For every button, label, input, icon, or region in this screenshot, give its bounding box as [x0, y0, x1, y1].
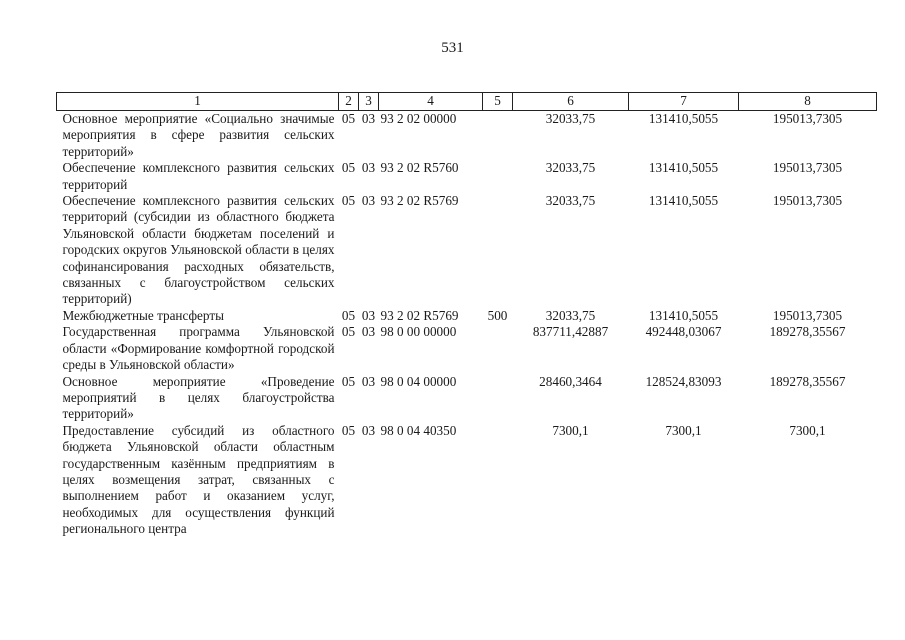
row-subsection-cell: 03 — [361, 324, 376, 340]
row-value-col8-cell: 189278,35567 — [769, 324, 846, 340]
row-value-col7-cell: 131410,5055 — [648, 160, 719, 176]
row-target-article-cell: 93 2 02 00000 — [380, 111, 457, 126]
header-col-5: 5 — [483, 93, 513, 111]
row-value-col8-cell: 7300,1 — [789, 422, 826, 438]
row-target-article-cell: 98 0 04 00000 — [380, 373, 457, 389]
row-value-col7-cell: 492448,03067 — [645, 324, 722, 340]
table-row — [57, 423, 877, 538]
row-section-cell: 05 — [341, 193, 356, 209]
page-number: 531 — [441, 40, 464, 56]
table-row — [57, 111, 877, 161]
row-name-cell: Обеспечение комплексного развития сельских территорий (субсидии из областного бюджета Ульяновской области бюджетам поселений и городских округов Ульяновской области в целях софинансирования расходных обязательств, связанных с благоустройством сельских территорий) — [62, 193, 335, 307]
header-col-6: 6 — [513, 93, 629, 111]
row-value-col7-cell: 128524,83093 — [645, 373, 722, 389]
row-subsection-cell: 03 — [361, 373, 376, 389]
header-col-7: 7 — [629, 93, 739, 111]
row-value-col8-cell: 189278,35567 — [769, 373, 846, 389]
row-value-col8-cell: 195013,7305 — [772, 307, 843, 323]
header-col-1: 1 — [57, 93, 339, 111]
table-row — [57, 374, 877, 423]
row-subsection-cell: 03 — [361, 160, 376, 176]
row-target-article-cell: 93 2 02 R5769 — [380, 193, 459, 209]
row-subsection-cell: 03 — [361, 193, 376, 209]
row-value-col7-cell: 7300,1 — [665, 422, 702, 438]
row-name-cell: Предоставление субсидий из областного бюджета Ульяновской области областным государственным казённым предприятиям в целях возмещения затрат, связанных с выполнением работ и оказанием услуг, необходимых для осуществления функций регионального центра — [62, 422, 335, 537]
row-section-cell: 05 — [341, 373, 356, 389]
budget-table — [56, 92, 877, 538]
row-expense-type-cell — [483, 193, 513, 308]
row-subsection-cell: 03 — [361, 307, 376, 323]
row-target-article-cell: 98 0 00 00000 — [380, 324, 457, 340]
row-section-cell: 05 — [341, 160, 356, 176]
table-row — [57, 160, 877, 193]
row-value-col6-cell: 32033,75 — [545, 160, 596, 176]
row-section-cell: 05 — [341, 324, 356, 340]
row-name-cell: Государственная программа Ульяновской области «Формирование комфортной городской среды в Ульяновской области» — [62, 324, 335, 373]
header-col-4: 4 — [379, 93, 483, 111]
row-value-col7-cell: 131410,5055 — [648, 193, 719, 209]
row-value-col6-cell: 32033,75 — [545, 193, 596, 209]
table-row — [57, 324, 877, 373]
row-section-cell: 05 — [341, 307, 356, 323]
row-expense-type-cell — [483, 374, 513, 423]
row-expense-type-cell — [483, 423, 513, 538]
row-name-cell: Основное мероприятие «Проведение мероприятий в целях благоустройства территорий» — [62, 373, 335, 422]
row-name-cell: Основное мероприятие «Социально значимые мероприятия в сфере развития сельских территорий» — [62, 111, 335, 159]
row-name-cell: Обеспечение комплексного развития сельских территорий — [62, 160, 335, 192]
row-subsection-cell: 03 — [361, 422, 376, 438]
row-name-cell: Межбюджетные трансферты — [62, 307, 224, 323]
header-col-8: 8 — [739, 93, 877, 111]
row-value-col8-cell: 195013,7305 — [772, 111, 843, 126]
row-value-col6-cell: 32033,75 — [545, 307, 596, 323]
row-value-col8-cell: 195013,7305 — [772, 193, 843, 209]
table-row — [57, 308, 877, 324]
row-value-col6-cell: 7300,1 — [552, 422, 589, 438]
row-value-col6-cell: 28460,3464 — [539, 373, 602, 389]
row-section-cell: 05 — [341, 422, 356, 438]
header-col-2: 2 — [339, 93, 359, 111]
row-expense-type-cell — [483, 111, 513, 161]
row-target-article-cell: 93 2 02 R5760 — [380, 160, 459, 176]
row-value-col7-cell: 131410,5055 — [648, 307, 719, 323]
row-expense-type-cell: 500 — [487, 307, 508, 323]
row-value-col7-cell: 131410,5055 — [648, 111, 719, 126]
table-header-row — [57, 93, 877, 111]
row-subsection-cell: 03 — [361, 111, 376, 126]
row-value-col6-cell: 32033,75 — [545, 111, 596, 126]
row-expense-type-cell — [483, 160, 513, 193]
table-row — [57, 193, 877, 308]
row-section-cell: 05 — [341, 111, 356, 126]
row-target-article-cell: 93 2 02 R5769 — [380, 307, 459, 323]
row-value-col8-cell: 195013,7305 — [772, 160, 843, 176]
row-value-col6-cell: 837711,42887 — [532, 324, 609, 340]
header-col-3: 3 — [359, 93, 379, 111]
row-target-article-cell: 98 0 04 40350 — [380, 422, 457, 438]
row-expense-type-cell — [483, 324, 513, 373]
